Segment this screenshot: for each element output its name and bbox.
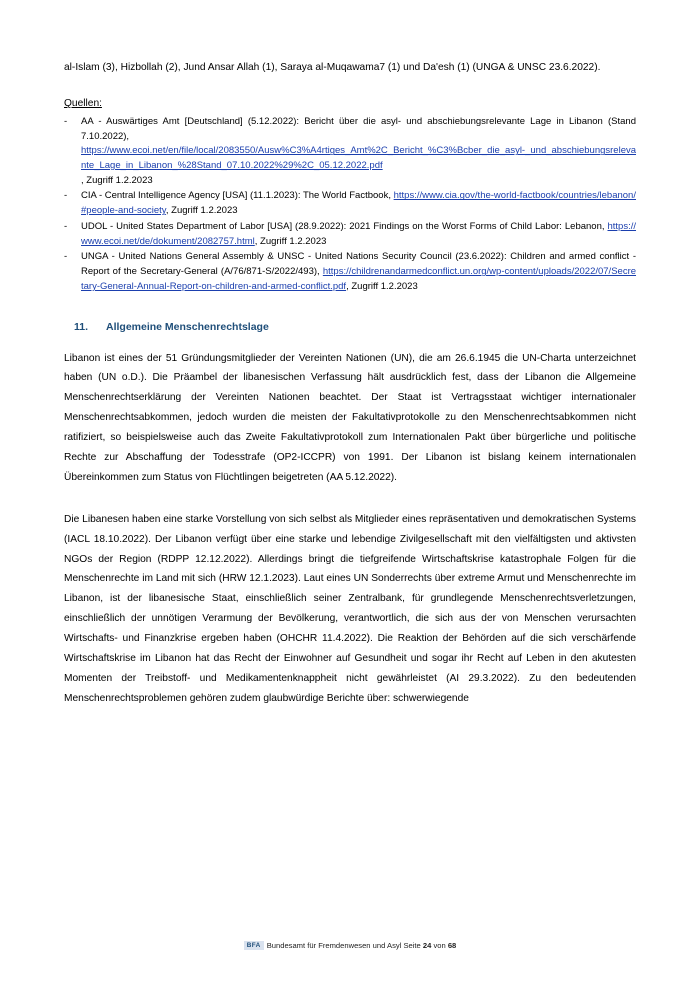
reference-list <box>64 115 636 295</box>
bfa-logo: BFA <box>244 941 264 950</box>
list-bullet: - <box>64 251 68 263</box>
sources-heading: Quellen: <box>64 97 102 109</box>
reference-link[interactable]: https://www.ecoi.net/en/file/local/2083550/Ausw%C3%A4rtiges_Amt%2C_Bericht_%C3%Bcber_die_asyl-_und_abschiebungsrelevante_Lage_in_Libanon_%28Stand_07.10.2022%29%2C_05.12.2022.pdf <box>81 145 637 172</box>
reference-link[interactable]: https://childrenandarmedconflict.un.org/wp-content/uploads/2022/07/Secretary-General-Annual-Report-on-children-and-armed-conflict.pdf <box>81 266 637 292</box>
list-bullet: - <box>64 220 68 232</box>
reference-link[interactable]: https://www.cia.gov/the-world-factbook/countries/lebanon/#people-and-society <box>81 190 636 217</box>
list-bullet: - <box>64 190 68 202</box>
footer-text: Bundesamt für Fremdenwesen und Asyl Seite <box>266 940 423 950</box>
page-footer <box>0 941 700 951</box>
footer-page-current: 24 <box>422 940 432 950</box>
reference-link[interactable]: https://www.ecoi.net/de/dokument/2082757.html <box>81 220 637 247</box>
reference-text: CIA - Central Intelligence Agency [USA] (11.1.2023): The World Factbook, <box>81 190 391 202</box>
section-heading <box>64 321 636 333</box>
top-paragraph: al-Islam (3), Hizbollah (2), Jund Ansar Allah (1), Saraya al-Muqawama7 (1) und Da'esh (1) (UNGA & UNSC 23.6.2022). <box>64 62 601 73</box>
list-bullet: - <box>64 115 68 127</box>
reference-text: UNGA - United Nations General Assembly & UNSC - United Nations Security Council (23.6.2022): Children and armed conflict - Report of the Secretary-General (A/76/871-S/2022/493), <box>81 251 636 278</box>
list-item <box>64 115 636 189</box>
body-paragraph-1: Libanon ist eines der 51 Gründungsmitglieder der Vereinten Nationen (UN), die am 26.6.1945 die UN-Charta unterzeichnet haben (UN o.D.). Die Präambel der libanesischen Verfassung hält ausdrücklich fest, dass der Libanon die Allgemeine Menschenrechtserklärung der Vereinten Nationen beachtet. Der Staat ist Vertragsstaat wichtiger internationaler Menschenrechtsabkommen, jedoch wurden die meisten der Fakultativprotokolle zu den Menschenrechtsabkommen nicht ratifiziert, so beispielsweise auch das Zweite Fakultativprotokoll zum Internationalen Pakt über bürgerliche und politische Rechte zur Abschaffung der Todesstrafe (OP2-ICCPR) von 1991. Der Libanon ist bislang keinem internationalen Übereinkommen zum Status von Flüchtlingen beigetreten (AA 5.12.2022). <box>64 352 636 483</box>
footer-page-total: 68 <box>447 940 457 950</box>
reference-text: UDOL - United States Department of Labor [USA] (28.9.2022): 2021 Findings on the Worst Forms of Child Labor: Lebanon, <box>81 220 605 232</box>
list-item <box>64 250 636 294</box>
section-number: 11. <box>74 320 89 333</box>
reference-access: , Zugriff 1.2.2023 <box>165 205 238 217</box>
footer-text-middle: von <box>431 940 448 950</box>
reference-text: AA - Auswärtiges Amt [Deutschland] (5.12.2022): Bericht über die asyl- und abschiebungsrelevante Lage in Libanon (Stand 7.10.2022), <box>81 115 636 142</box>
section-title: Allgemeine Menschenrechtslage <box>106 320 269 333</box>
list-item <box>64 189 636 218</box>
reference-access: , Zugriff 1.2.2023 <box>346 280 418 292</box>
list-item <box>64 220 636 249</box>
reference-access: , Zugriff 1.2.2023 <box>81 174 153 186</box>
reference-access: , Zugriff 1.2.2023 <box>254 235 327 247</box>
paragraph-spacer <box>64 500 636 510</box>
body-paragraph-2: Die Libanesen haben eine starke Vorstellung von sich selbst als Mitglieder eines repräsentativen und demokratischen Systems (IACL 18.10.2022). Der Libanon verfügt über eine starke und lebendige Zivilgesellschaft mit den vielfältigsten und aktivsten NGOs der Region (RDPP 12.12.2022). Allerdings bringt die tiefgreifende Wirtschaftskrise katastrophale Folgen für die Menschenrechte im Land mit sich (HRW 12.1.2023). Laut eines UN Sonderrechts über extreme Armut und Menschenrechte im Libanon, ist der libanesische Staat, einschließlich seiner Zentralbank, für grundlegende Menschenrechtsverletzungen, einschließlich der unnötigen Verarmung der Bevölkerung, verantwortlich, die sich aus der von Menschen verursachten Wirtschafts- und Finanzkrise ergeben haben (OHCHR 11.4.2022). Die Reaktion der Behörden auf die sich verschärfende Wirtschaftskrise im Libanon hat das Recht der Einwohner auf Gesundheit und sogar ihr Recht auf Leben in den akutesten Momenten der Treibstoff- und Medikamentenknappheit nicht gewährleistet (AI 29.3.2022). Zu den bedeutenden Menschenrechtsproblemen gehören zudem glaubwürdige Berichte über: schwerwiegende <box>64 513 636 704</box>
